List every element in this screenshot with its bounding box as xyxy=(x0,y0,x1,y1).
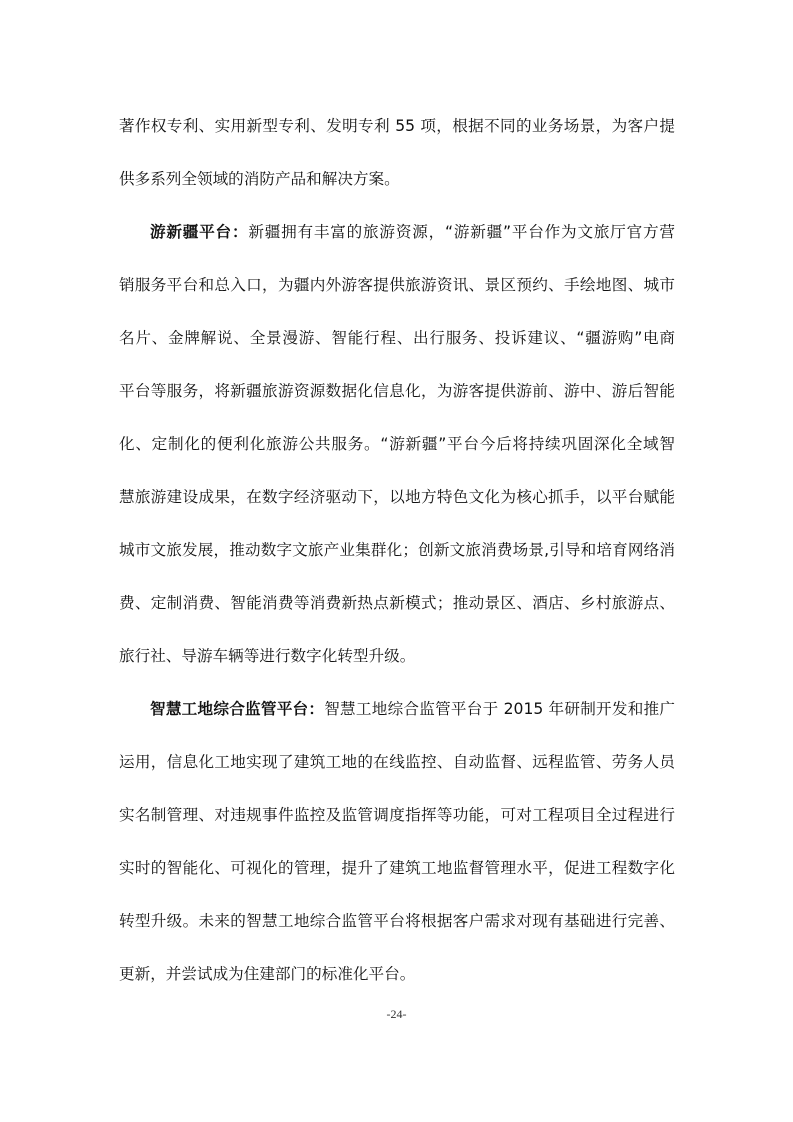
text-line: 慧旅游建设成果，在数字经济驱动下，以地方特色文化为核心抓手，以平台赋能 xyxy=(119,488,675,506)
text-line: 供多系列全领域的消防产品和解决方案。 xyxy=(119,170,400,188)
text-line: 运用，信息化工地实现了建筑工地的在线监控、自动监督、远程监管、劳务人员 xyxy=(119,753,675,771)
text-line: 费、定制消费、智能消费等消费新热点新模式；推动景区、酒店、乡村旅游点、 xyxy=(119,594,675,612)
text-line: 更新，并尝试成为住建部门的标准化平台。 xyxy=(119,965,416,983)
text-line: 城市文旅发展，推动数字文旅产业集群化；创新文旅消费场景,引导和培育网络消 xyxy=(119,541,675,559)
paragraph-heading: 游新疆平台： xyxy=(150,223,249,241)
text-line: 销服务平台和总入口，为疆内外游客提供旅游资讯、景区预约、手绘地图、城市 xyxy=(119,276,675,294)
text-line xyxy=(119,206,675,259)
text-line xyxy=(119,683,675,736)
paragraph-smart-construction-platform xyxy=(119,683,675,1001)
text-line: 转型升级。未来的智慧工地综合监管平台将根据客户需求对现有基础进行完善、 xyxy=(119,912,675,930)
page-number: -24- xyxy=(386,1007,407,1021)
text-fragment: 智慧工地综合监管平台于 2015 年研制开发和推广 xyxy=(324,700,675,718)
text-line: 实名制管理、对违规事件监控及监管调度指挥等功能，可对工程项目全过程进行 xyxy=(119,806,675,824)
text-fragment: 新疆拥有丰富的旅游资源，“游新疆”平台作为文旅厅官方营 xyxy=(248,223,675,241)
paragraph-xinjiang-tourism-platform xyxy=(119,206,675,683)
document-body xyxy=(119,100,675,1001)
text-line: 名片、金牌解说、全景漫游、智能行程、出行服务、投诉建议、“疆游购”电商 xyxy=(119,329,675,347)
text-line: 平台等服务，将新疆旅游资源数据化信息化，为游客提供游前、游中、游后智能 xyxy=(119,382,675,400)
text-line: 化、定制化的便利化旅游公共服务。“游新疆”平台今后将持续巩固深化全域智 xyxy=(119,435,675,453)
paragraph-fire-products xyxy=(119,100,675,206)
text-line: 实时的智能化、可视化的管理，提升了建筑工地监督管理水平，促进工程数字化 xyxy=(119,859,675,877)
paragraph-heading: 智慧工地综合监管平台： xyxy=(150,700,325,718)
text-line: 旅行社、导游车辆等进行数字化转型升级。 xyxy=(119,647,416,665)
text-line: 著作权专利、实用新型专利、发明专利 55 项，根据不同的业务场景，为客户提 xyxy=(119,117,675,135)
